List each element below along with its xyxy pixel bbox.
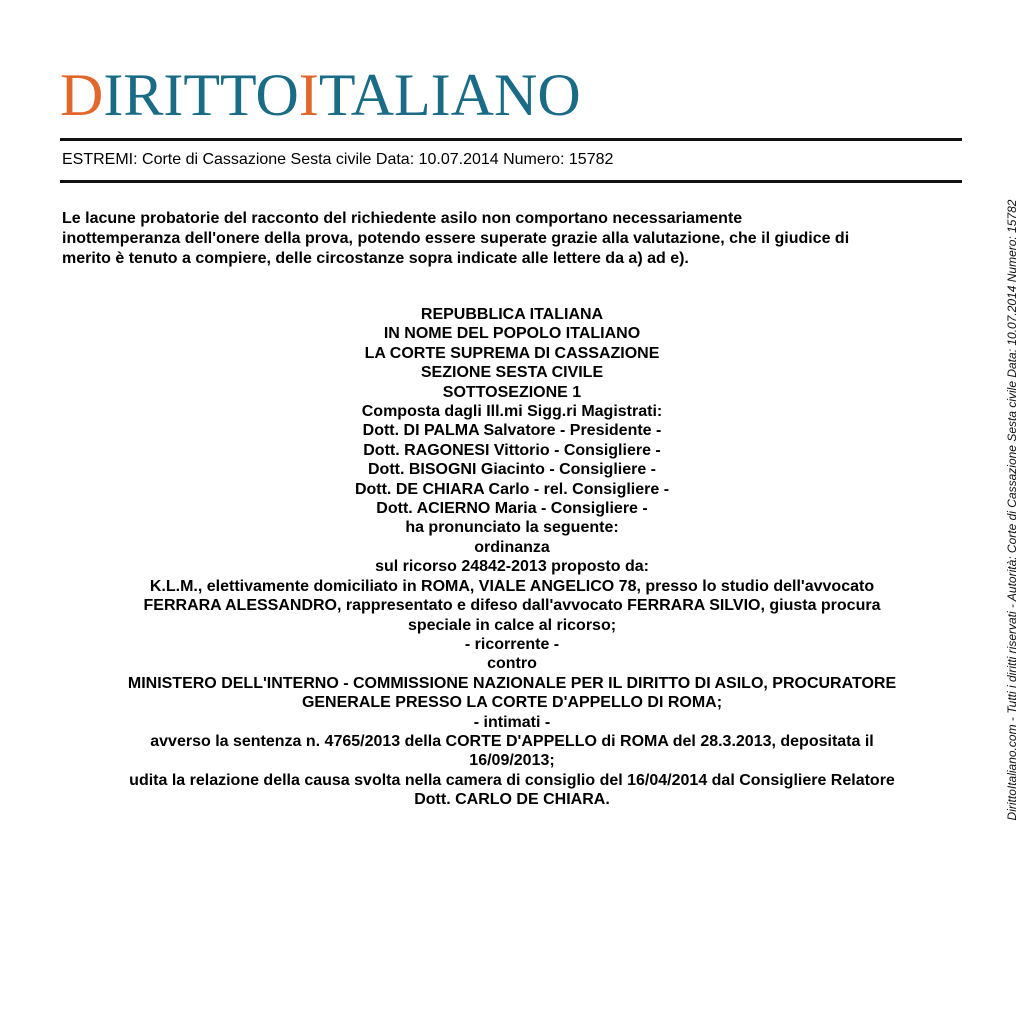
body-line: sul ricorso 24842-2013 proposto da: <box>375 558 649 576</box>
body-line: Dott. BISOGNI Giacinto - Consigliere - <box>367 461 656 479</box>
body-line: FERRARA ALESSANDRO, rappresentato e difeso dall'avvocato FERRARA SILVIO, giusta procura <box>143 597 881 615</box>
summary-line: inottemperanza dell'onere della prova, potendo essere superate grazie alla valutazione, che il giudice di <box>62 230 850 247</box>
logo-text-iritto: IRITTO <box>103 62 299 128</box>
logo-text-taliano: TALIANO <box>318 62 581 128</box>
body-line: SOTTOSEZIONE 1 <box>442 383 582 401</box>
site-logo[interactable] <box>60 62 581 128</box>
body-line: MINISTERO DELL'INTERNO - COMMISSIONE NAZIONALE PER IL DIRITTO DI ASILO, PROCURATORE <box>127 674 897 692</box>
body-line: avverso la sentenza n. 4765/2013 della CORTE D'APPELLO di ROMA del 28.3.2013, depositata il <box>150 732 874 750</box>
ruling-summary <box>62 209 962 269</box>
body-line: - ricorrente - <box>464 635 560 653</box>
header-rule-top <box>60 138 962 141</box>
summary-line: Le lacune probatorie del racconto del richiedente asilo non comportano necessariamente <box>62 210 743 227</box>
document-references: ESTREMI: Corte di Cassazione Sesta civile Data: 10.07.2014 Numero: 15782 <box>62 151 614 168</box>
logo-letter-d: D <box>60 62 104 128</box>
body-line: Dott. DI PALMA Salvatore - Presidente - <box>362 422 662 440</box>
body-line: ha pronunciato la seguente: <box>405 519 619 537</box>
body-line: ordinanza <box>474 538 550 556</box>
summary-line: merito è tenuto a compiere, delle circostanze sopra indicate alle lettere da a) ad e). <box>62 250 689 267</box>
body-line: speciale in calce al ricorso; <box>407 616 617 634</box>
body-line: LA CORTE SUPREMA DI CASSAZIONE <box>364 344 660 362</box>
body-line: 16/09/2013; <box>469 752 555 770</box>
body-line: Composta dagli Ill.mi Sigg.ri Magistrati: <box>361 403 663 421</box>
body-line: K.L.M., elettivamente domiciliato in ROMA, VIALE ANGELICO 78, presso lo studio dell'avvocato <box>149 577 875 595</box>
body-line: contro <box>487 655 537 673</box>
body-line: IN NOME DEL POPOLO ITALIANO <box>383 325 641 343</box>
body-line: Dott. ACIERNO Maria - Consigliere - <box>376 500 648 518</box>
logo-letter-i: I <box>298 62 319 128</box>
body-line: REPUBBLICA ITALIANA <box>420 306 604 323</box>
ruling-heading-block <box>62 305 962 810</box>
body-line: Dott. DE CHIARA Carlo - rel. Consigliere - <box>354 480 670 498</box>
body-line: udita la relazione della causa svolta nella camera di consiglio del 16/04/2014 dal Consigliere Relatore <box>129 771 895 789</box>
side-watermark-text: DirittoItaliano.com - Tutti i diritti riservati - Autorità: Corte di Cassazione Sesta civile Data: 10.07.2014 Numero: 15782 <box>1005 199 1019 821</box>
body-line: GENERALE PRESSO LA CORTE D'APPELLO DI ROMA; <box>301 694 723 712</box>
body-line: - intimati - <box>473 713 551 731</box>
header-rule-bottom <box>60 180 962 183</box>
body-line: Dott. CARLO DE CHIARA. <box>414 791 610 809</box>
body-line: Dott. RAGONESI Vittorio - Consigliere - <box>363 441 661 459</box>
body-line: SEZIONE SESTA CIVILE <box>420 364 604 382</box>
